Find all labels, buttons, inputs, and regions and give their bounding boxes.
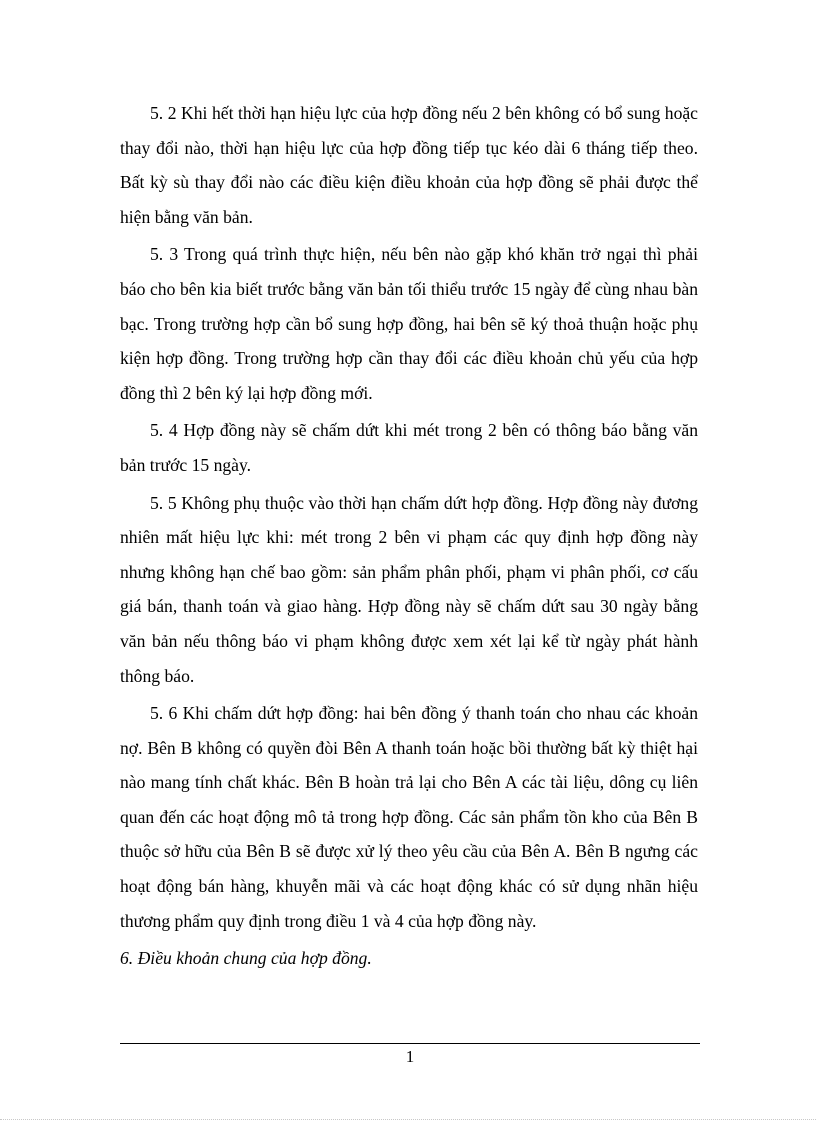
paragraph-5-2: 5. 2 Khi hết thời hạn hiệu lực của hợp đồng nếu 2 bên không có bổ sung hoặc thay đổi nào, thời hạn hiệu lực của hợp đồng tiếp tục kéo dài 6 tháng tiếp theo. Bất kỳ sù thay đổi nào các điều kiện điều khoản của hợp đồng sẽ phải được thể hiện bằng văn bản. [120, 103, 698, 227]
footer-divider [120, 1043, 700, 1044]
paragraph-5-3: 5. 3 Trong quá trình thực hiện, nếu bên nào gặp khó khăn trở ngại thì phải báo cho bên kia biết trước bằng văn bản tối thiểu trước 15 ngày để cùng nhau bàn bạc. Trong trường hợp cần bổ sung hợp đồng, hai bên sẽ ký thoả thuận hoặc phụ kiện hợp đồng. Trong trường hợp cần thay đổi các điều khoản chủ yếu của hợp đồng thì 2 bên ký lại hợp đồng mới. [120, 244, 698, 403]
paragraph-5-5: 5. 5 Không phụ thuộc vào thời hạn chấm dứt hợp đồng. Hợp đồng này đương nhiên mất hiệu lực khi: mét trong 2 bên vi phạm các quy định hợp đồng này nhưng không hạn chế bao gồm: sản phẩm phân phối, phạm vi phân phối, cơ cấu giá bán, thanh toán và giao hàng. Hợp đồng này sẽ chấm dứt sau 30 ngày bằng văn bản nếu thông báo vi phạm không được xem xét lại kể từ ngày phát hành thông báo. [120, 492, 698, 686]
section-heading: 6. Điều khoản chung của hợp đồng. [120, 948, 372, 969]
document-body [120, 96, 698, 976]
page-edge-divider [0, 1119, 816, 1120]
paragraph-5-4: 5. 4 Hợp đồng này sẽ chấm dứt khi mét trong 2 bên có thông báo bằng văn bản trước 15 ngày. [120, 420, 698, 475]
paragraph-5-6: 5. 6 Khi chấm dứt hợp đồng: hai bên đồng ý thanh toán cho nhau các khoản nợ. Bên B không có quyền đòi Bên A thanh toán hoặc bồi thường bất kỳ thiệt hại nào mang tính chất khác. Bên B hoàn trả lại cho Bên A các tài liệu, dông cụ liên quan đến các hoạt động mô tả trong hợp đồng. Các sản phẩm tồn kho của Bên B thuộc sở hữu của Bên B sẽ được xử lý theo yêu cầu của Bên A. Bên B ngưng các hoạt động bán hàng, khuyễn mãi và các hoạt động khác có sử dụng nhãn hiệu thương phẩm quy định trong điều 1 và 4 của hợp đồng này. [120, 703, 698, 931]
page-number: 1 [405, 1047, 415, 1066]
